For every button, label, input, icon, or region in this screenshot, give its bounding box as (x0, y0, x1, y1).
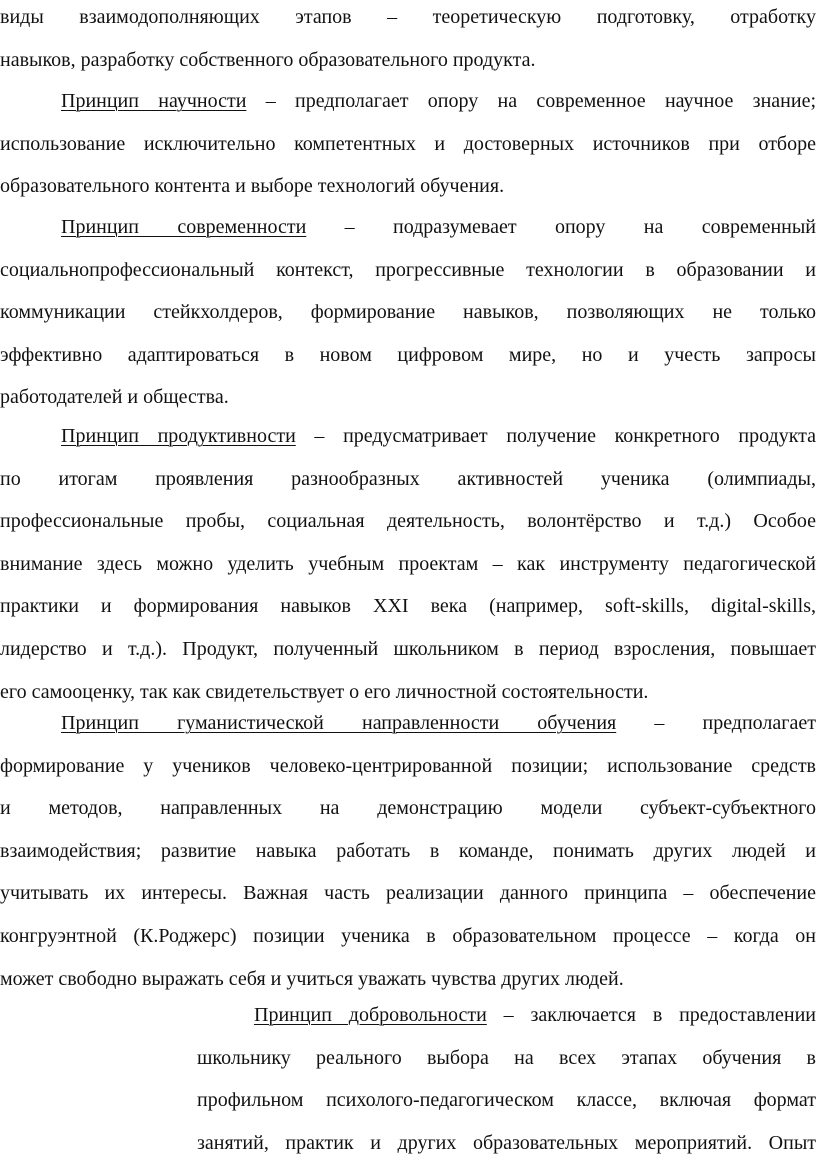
principle-term: Принцип научности (61, 90, 247, 112)
paragraph-principle-humanistic (0, 702, 816, 1000)
paragraph-first-line (0, 415, 816, 458)
text-line: коммуникации стейкхолдеров, формирование навыков, позволяющих не только (0, 301, 816, 324)
principle-term: Принцип гуманистической направленности обучения (61, 712, 617, 734)
text-line: использование исключительно компетентных и достоверных источников при отборе (0, 132, 816, 155)
principle-term: Принцип продуктивности (61, 425, 296, 447)
text-line: виды взаимодополняющих этапов – теоретическую подготовку, отработку (0, 6, 816, 28)
text-line: навыков, разработку собственного образовательного продукта. (0, 48, 536, 71)
principle-term: Принцип добровольности (254, 1004, 487, 1026)
text-line: его самооценку, так как свидетельствует о его личностной состоятельности. (0, 680, 649, 703)
text-line: может свободно выражать себя и учиться уважать чувства других людей. (0, 967, 624, 990)
text-line: по итогам проявления разнообразных активностей ученика (олимпиады, (0, 467, 816, 490)
text-line: внимание здесь можно уделить учебным проектам – как инструменту педагогической (0, 552, 816, 575)
text-line: формирование у учеников человеко-центрированной позиции; использование средств (0, 754, 816, 777)
text-line: эффективно адаптироваться в новом цифровом мире, но и учесть запросы (0, 343, 816, 366)
paragraph-principle-modernity (0, 206, 816, 419)
principle-definition-start: – предусматривает получение конкретного продукта (295, 425, 816, 447)
principle-term: Принцип современности (61, 216, 307, 238)
paragraph-principle-scientific (0, 80, 816, 208)
paragraph-principle-productivity (0, 415, 816, 713)
text-line: практики и формирования навыков XXI века (например, soft-skills, digital-skills, (0, 595, 816, 618)
paragraph-intro-continuation (0, 0, 816, 81)
paragraph-first-line (0, 702, 816, 745)
principle-definition-start: – заключается в предоставлении (486, 1004, 816, 1026)
text-line: образовательного контента и выборе технологий обучения. (0, 175, 505, 198)
text-line: конгруэнтной (К.Роджерс) позиции ученика в образовательном процессе – когда он (0, 924, 816, 947)
text-line: лидерство и т.д.). Продукт, полученный школьником в период взросления, повышает (0, 637, 816, 660)
text-line: взаимодействия; развитие навыка работать в команде, понимать других людей и (0, 839, 816, 862)
principle-definition-start: – предполагает опору на современное научное знание; (246, 90, 816, 112)
text-line: занятий, практик и других образовательных мероприятий. Опыт (197, 1131, 816, 1154)
text-line: социальнопрофессиональный контекст, прогрессивные технологии в образовании и (0, 258, 816, 281)
principle-definition-start: – подразумевает опору на современный (306, 216, 816, 238)
paragraph-first-line (197, 994, 816, 1037)
principle-definition-start: – предполагает (616, 712, 816, 734)
paragraph-first-line (0, 206, 816, 249)
text-line: учитывать их интересы. Важная часть реализации данного принципа – обеспечение (0, 882, 816, 905)
text-line: работодателей и общества. (0, 386, 229, 409)
text-line: и методов, направленных на демонстрацию модели субъект-субъектного (0, 797, 816, 820)
text-line: профильном психолого-педагогическом классе, включая формат (197, 1089, 816, 1112)
text-line: школьнику реального выбора на всех этапах обучения в (197, 1046, 816, 1069)
text-line: профессиональные пробы, социальная деятельность, волонтёрство и т.д.) Особое (0, 510, 816, 533)
paragraph-principle-voluntariness (197, 994, 816, 1164)
paragraph-first-line (0, 80, 816, 123)
